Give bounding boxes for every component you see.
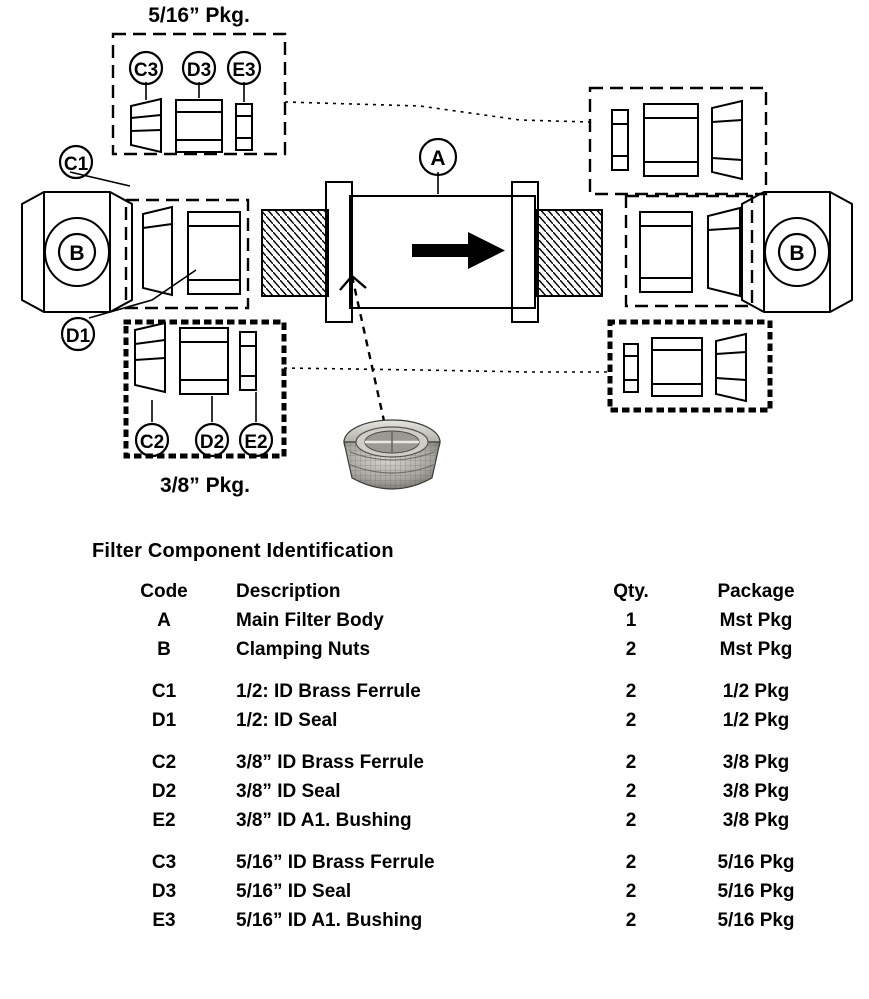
cell-qty: 2 [625, 751, 637, 773]
row-spacer [110, 736, 826, 749]
table-row [110, 907, 826, 936]
cell-code: E3 [152, 909, 176, 931]
cell-code: D3 [151, 880, 177, 902]
cell-description: 5/16” ID Seal [236, 880, 352, 902]
table-header-row [110, 578, 826, 607]
cell-package: 3/8 Pkg [722, 751, 790, 773]
cell-package: Mst Pkg [719, 609, 793, 631]
callout-d1: D1 [65, 326, 91, 347]
cell-package: 1/2 Pkg [722, 680, 790, 702]
part-d2-seal-right [652, 338, 702, 396]
part-c1-ferrule-right [708, 208, 740, 296]
cell-package: 5/16 Pkg [717, 909, 795, 931]
cell-qty: 2 [625, 638, 637, 660]
cell-package: 1/2 Pkg [722, 709, 790, 731]
table-row [110, 849, 826, 878]
part-d1-seal [188, 212, 240, 294]
cell-code: D1 [151, 709, 177, 731]
cell-description: Main Filter Body [236, 609, 384, 631]
part-d3-seal [176, 100, 222, 152]
cell-description: 1/2: ID Seal [236, 709, 338, 731]
cell-description: 1/2: ID Brass Ferrule [236, 680, 421, 702]
cell-code: C3 [151, 851, 177, 873]
callout-d3: D3 [186, 60, 212, 81]
header-qty: Qty. [613, 581, 649, 602]
part-e2-bushing [240, 332, 256, 390]
part-d2-seal [180, 328, 228, 394]
part-c2-ferrule [135, 323, 165, 392]
part-c3-ferrule [131, 99, 161, 152]
callout-d2: D2 [199, 432, 225, 453]
filter-component-table [110, 578, 826, 936]
table-row [110, 678, 826, 707]
cell-qty: 2 [625, 909, 637, 931]
cell-package: 3/8 Pkg [722, 780, 790, 802]
table-row [110, 807, 826, 836]
cell-qty: 2 [625, 680, 637, 702]
part-e3-bushing [236, 104, 252, 150]
callout-c1: C1 [63, 154, 89, 175]
table-title: Filter Component Identification [92, 540, 394, 562]
header-code: Code [140, 581, 188, 602]
part-d1-seal-right [640, 212, 692, 292]
part-c3-ferrule-right [712, 101, 742, 179]
cell-code: C1 [151, 680, 177, 702]
callout-a: A [430, 147, 446, 170]
cell-qty: 2 [625, 851, 637, 873]
cell-description: 5/16” ID Brass Ferrule [236, 851, 435, 873]
cell-code: B [157, 638, 171, 660]
cell-qty: 2 [625, 780, 637, 802]
pkg-label-516-top: 5/16” Pkg. [148, 4, 250, 27]
cell-description: 3/8” ID Brass Ferrule [236, 751, 424, 773]
cell-code: C2 [151, 751, 177, 773]
table-row [110, 778, 826, 807]
part-c2-ferrule-right [716, 334, 746, 401]
cell-description: Clamping Nuts [236, 638, 371, 660]
table-row [110, 749, 826, 778]
component-identification-section [0, 520, 869, 999]
cell-qty: 1 [625, 609, 637, 631]
callout-c2: C2 [139, 432, 165, 453]
cell-qty: 2 [625, 880, 637, 902]
cell-description: 3/8” ID A1. Bushing [236, 809, 412, 831]
cell-code: A [157, 609, 171, 631]
table-row [110, 707, 826, 736]
callout-b-right: B [789, 242, 805, 265]
flow-arrow-icon [412, 232, 505, 269]
header-description: Description [236, 581, 341, 602]
table-row [110, 636, 826, 665]
cell-package: 5/16 Pkg [717, 880, 795, 902]
cell-code: D2 [151, 780, 177, 802]
cell-code: E2 [152, 809, 176, 831]
callout-b-left: B [69, 242, 85, 265]
cell-package: 3/8 Pkg [722, 809, 790, 831]
cell-package: Mst Pkg [719, 638, 793, 660]
cell-description: 3/8” ID Seal [236, 780, 341, 802]
part-d3-seal-right [644, 104, 698, 176]
cell-qty: 2 [625, 809, 637, 831]
filter-screen-icon [344, 420, 440, 489]
leader-lines [70, 82, 608, 430]
table-row [110, 878, 826, 907]
pkg-label-38-bottom: 3/8” Pkg. [160, 474, 250, 497]
part-e3-bushing-right [612, 110, 628, 170]
part-c1-ferrule [143, 207, 172, 295]
callout-c3: C3 [133, 60, 159, 81]
row-spacer [110, 836, 826, 849]
callout-e3: E3 [232, 60, 256, 81]
part-e2-bushing-right [624, 344, 638, 392]
callout-e2: E2 [244, 432, 268, 453]
cell-qty: 2 [625, 709, 637, 731]
cell-package: 5/16 Pkg [717, 851, 795, 873]
header-package: Package [717, 581, 795, 602]
table-row [110, 607, 826, 636]
cell-description: 5/16” ID A1. Bushing [236, 909, 423, 931]
row-spacer [110, 665, 826, 678]
